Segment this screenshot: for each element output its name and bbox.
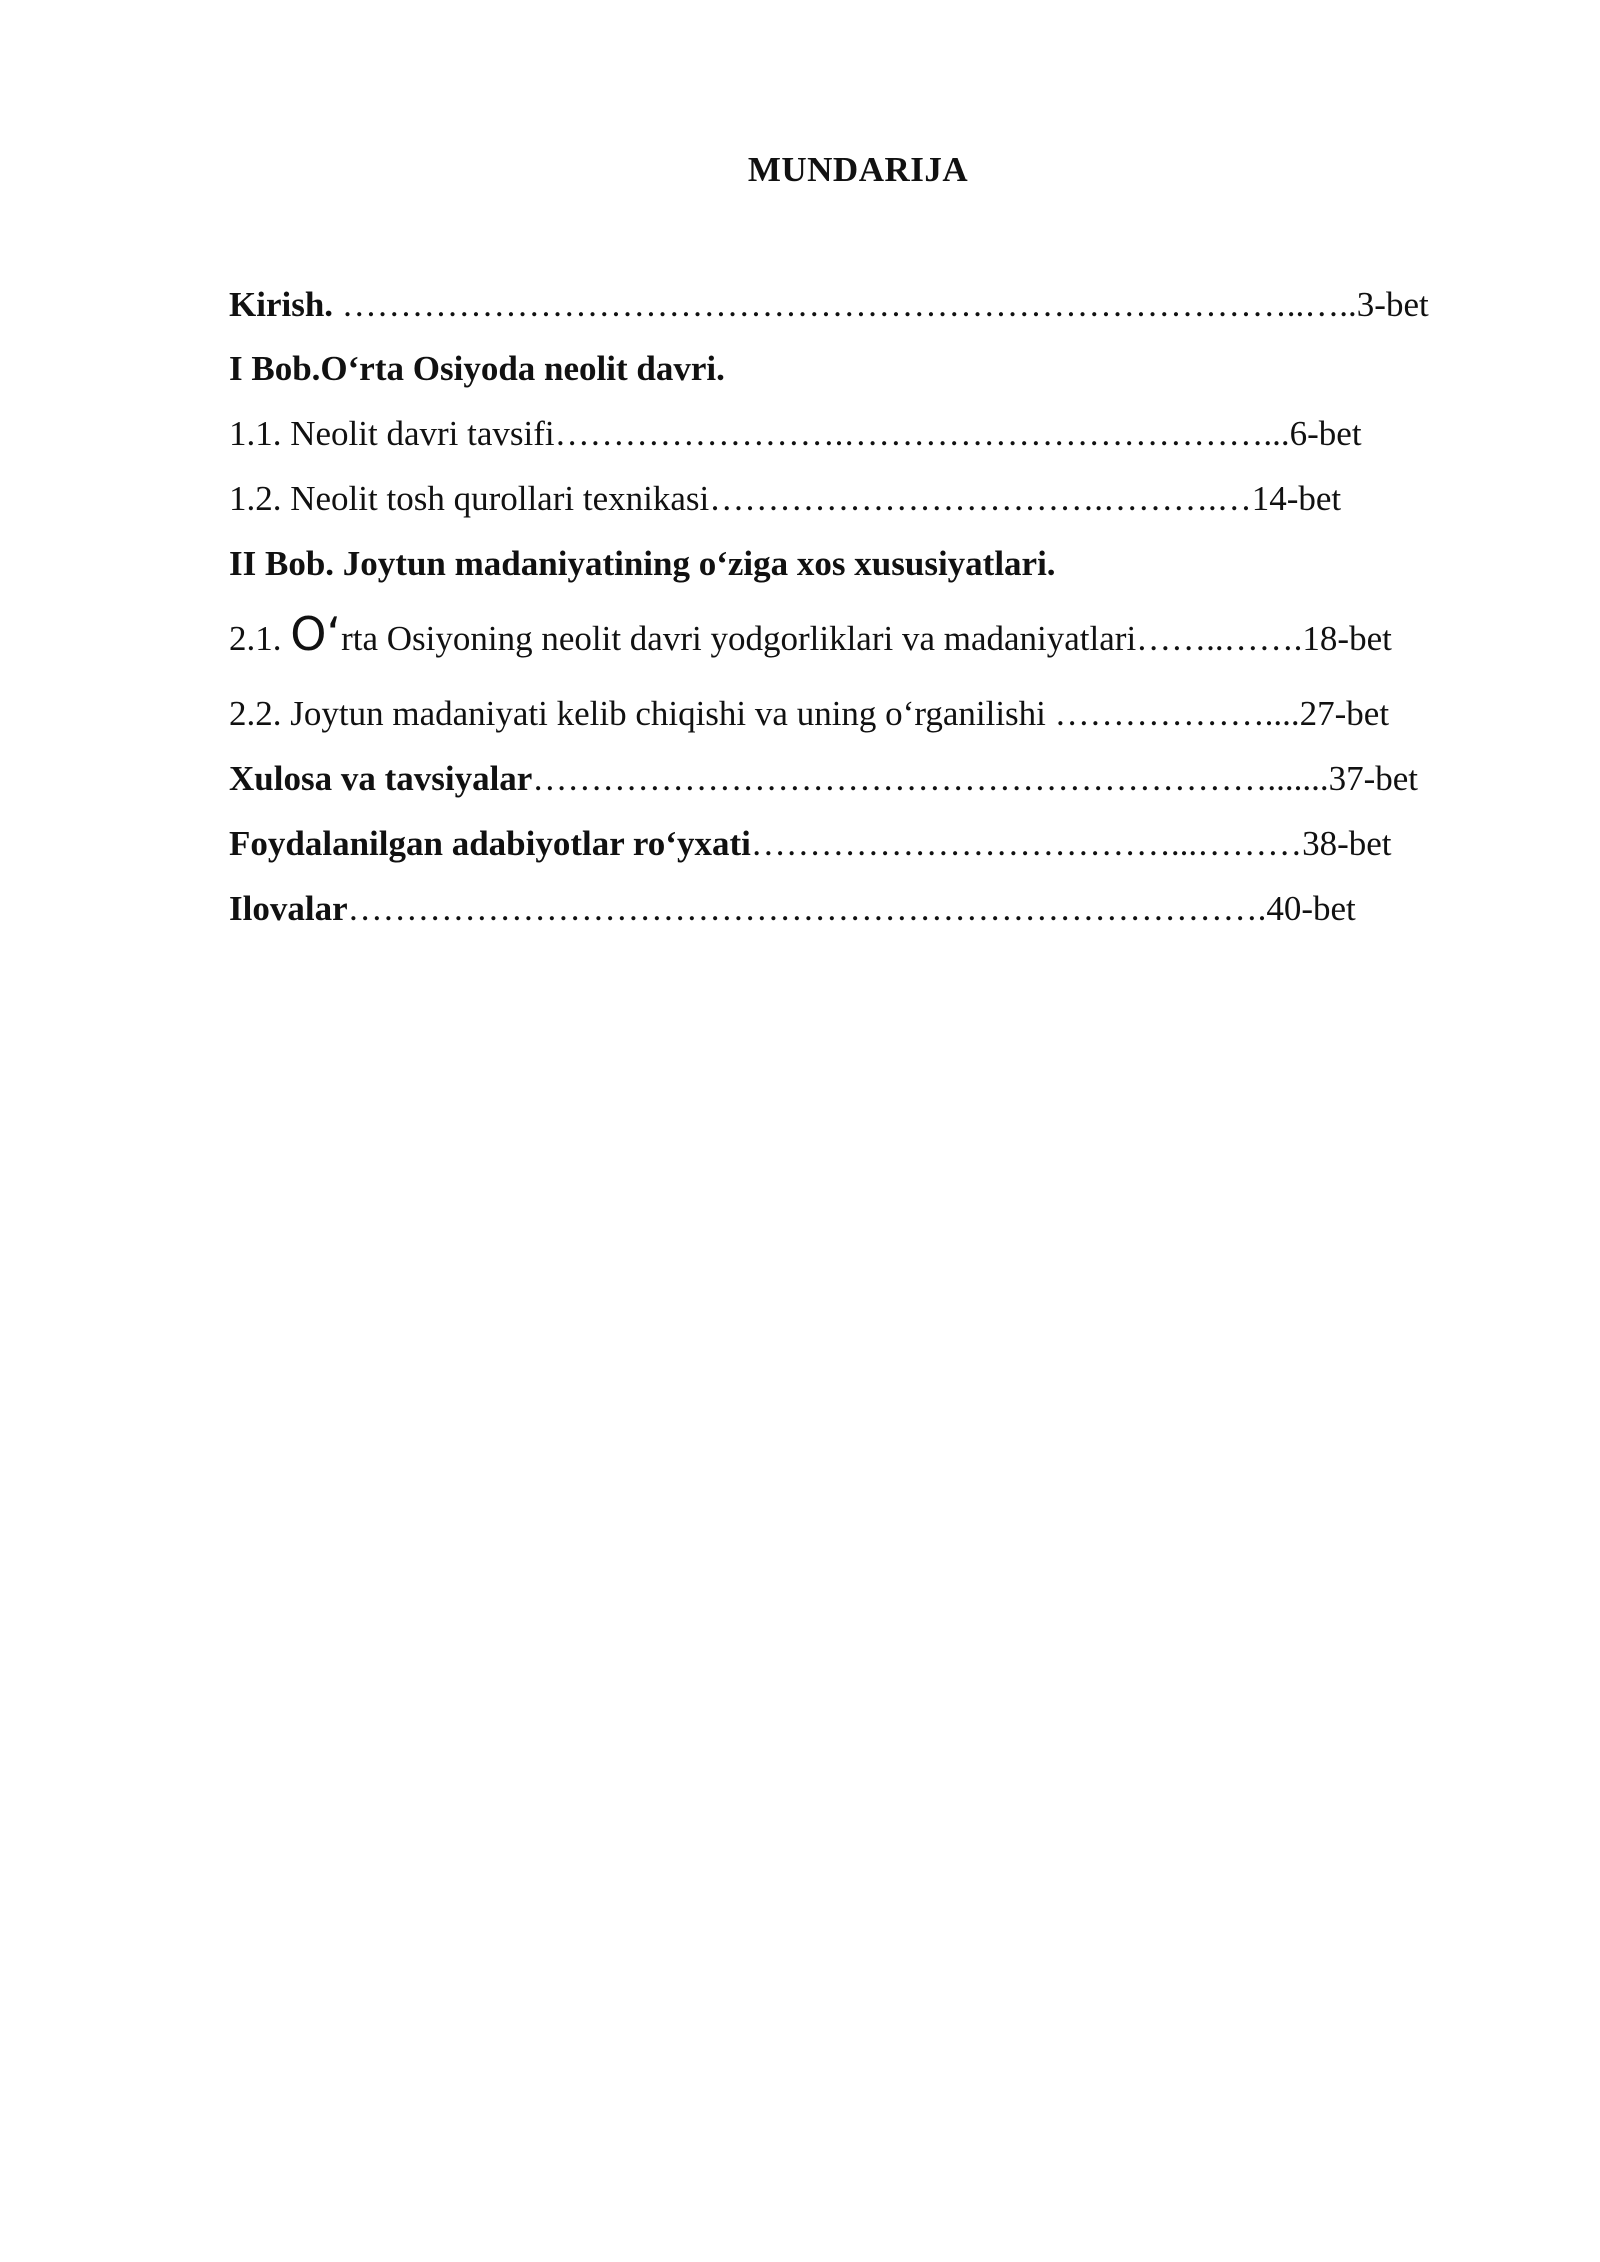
toc-entry-leader: ………………………………………………………………………..….. — [333, 285, 1357, 324]
toc-chapter-1-heading — [229, 347, 1484, 391]
toc-entry-label: I Bob.O‘rta Osiyoda neolit davri. — [229, 349, 725, 388]
toc-entry-label: Ilovalar — [229, 889, 348, 928]
toc-entry-label: 2.2. Joytun madaniyati kelib chiqishi va uning o‘rganilishi — [229, 694, 1055, 733]
toc-entry-page: 6-bet — [1289, 414, 1362, 453]
toc-entry-page: 14-bet — [1251, 479, 1342, 518]
toc-entry-label: Kirish. — [229, 285, 334, 324]
toc-entry-prefix: 2.1. — [229, 619, 291, 658]
toc-entry-leader: …………………….………………………………... — [554, 414, 1290, 453]
toc-entry-label: 1.2. Neolit tosh qurollari texnikasi — [229, 479, 710, 518]
toc-entry-leader: ……………………………………………………………………. — [347, 889, 1267, 928]
toc-entry-page: 37-bet — [1328, 759, 1419, 798]
toc-entry-big-letter: O‘ — [290, 612, 342, 661]
toc-entry-page: 18-bet — [1302, 619, 1392, 658]
toc-entry-references — [229, 822, 1484, 866]
toc-entry-introduction — [229, 283, 1484, 327]
toc-entry-appendices — [229, 887, 1484, 931]
toc-entry-leader: …………………………….……….… — [709, 479, 1252, 518]
toc-entry-leader: ……………….... — [1054, 694, 1300, 733]
toc-entry-leader: ………………………………………………………....... — [532, 759, 1329, 798]
toc-entry-1-2 — [229, 477, 1484, 521]
toc-entry-label: 1.1. Neolit davri tavsifi — [229, 414, 555, 453]
toc-entry-1-1 — [229, 412, 1484, 456]
toc-entry-page: 40-bet — [1266, 889, 1356, 928]
toc-entry-label: Foydalanilgan adabiyotlar ro‘yxati — [229, 824, 751, 863]
toc-chapter-2-heading — [229, 542, 1484, 586]
toc-entry-page: 38-bet — [1302, 824, 1392, 863]
toc-entry-page: 3-bet — [1356, 285, 1429, 324]
toc-entry-conclusion — [229, 757, 1484, 801]
toc-entry-2-2 — [229, 692, 1484, 736]
toc-entry-label: II Bob. Joytun madaniyatining o‘ziga xos xususiyatlari. — [229, 544, 1056, 583]
toc-entry-leader: ……..……. — [1136, 619, 1303, 658]
toc-entry-leader: ………………………………...……… — [750, 824, 1303, 863]
toc-entry-label: Xulosa va tavsiyalar — [229, 759, 533, 798]
toc-entry-page: 27-bet — [1299, 694, 1390, 733]
toc-entry-2-1 — [229, 612, 1484, 661]
toc-entry-label: rta Osiyoning neolit davri yodgorliklari va madaniyatlari — [341, 619, 1137, 658]
page-title: MUNDARIJA — [747, 150, 969, 189]
